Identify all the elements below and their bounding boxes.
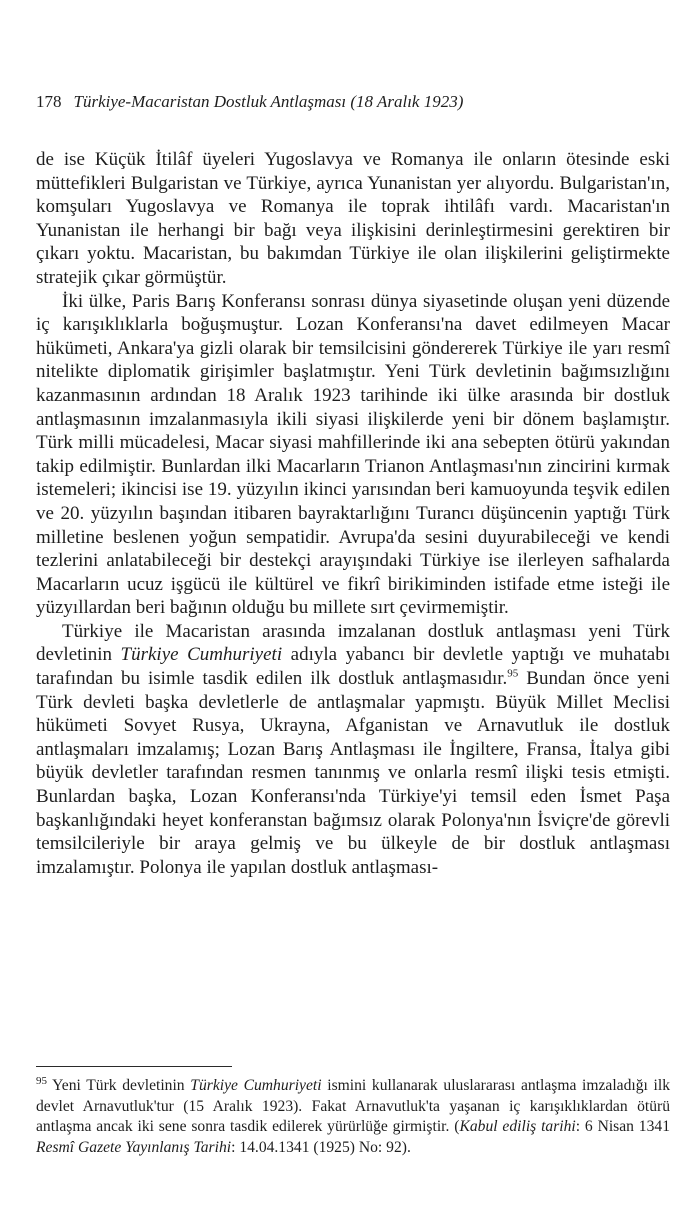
running-header [36,92,463,112]
footnote-reference: 95 [507,667,519,680]
footnote-text: : 6 Nisan 1341 [575,1118,670,1136]
footnote-italic: Resmî Gazete Yayınlanış Tarihi [36,1138,232,1156]
running-title: Türkiye-Macaristan Dostluk Antlaşması (18 Aralık 1923) [73,92,464,111]
paragraph-3-text: Türkiye ile Macaristan arasında imzalanan dostluk antlaşması yeni Türk devletinin [36,620,670,666]
footnote [36,1076,670,1158]
paragraph-3-text: adıyla yabancı bir devletle yaptığı ve muhatabı tarafından bu isimle tasdik edilen ilk dostluk antlaşmasıdır. [36,644,671,690]
italic-term: Türkiye Cumhuriyeti [120,644,283,666]
footnote-divider [36,1066,232,1067]
footnote-italic: Kabul ediliş tarihi [459,1118,576,1136]
footnote-text: ismini kullanarak uluslararası antlaşma imzaladığı ilk devlet Arnavutluk'tur (15 Aralık 1923). Fakat Arnavutluk'ta yaşanan iç karışıklıklardan ötürü antlaşma ancak iki sene sonra tasdik edilerek yürürlüğe girmiştir. ( [36,1077,671,1136]
paragraph-3-text: Bundan önce yeni Türk devleti başka devletlerle de antlaşmalar yapmıştı. Büyük Millet Meclisi hükümeti Sovyet Rusya, Ukrayna, Afganistan ve Arnavutluk ile dostluk antlaşmaları imzalamış; Lozan Barış Antlaşması ile İngiltere, Fransa, İtalya gibi büyük devletler tarafından resmen tanınmış ve onlarla resmî ilişki tesis etmişti. Bunlardan başka, Lozan Konferansı'nda Türkiye'yi temsil eden İsmet Paşa başkanlığındaki heyet konferanstan bağımsız olarak Polonya'nın İsviçre'de görevli temsilcileriyle bir araya gelmiş ve bu ülkeyle de bir dostluk antlaşması imzalamıştır. Polonya ile yapılan dostluk antlaşması- [36,668,670,878]
footnote-text: : 14.04.1341 (1925) No: 92). [231,1138,411,1156]
paragraph-3 [36,620,670,880]
page-number: 178 [36,92,62,111]
footnote-text: Yeni Türk devletinin [47,1077,191,1094]
footnote-number: 95 [36,1074,47,1087]
paragraph-1: de ise Küçük İtilâf üyeleri Yugoslavya ve Romanya ile onların ötesinde eski müttefikleri Bulgaristan ve Türkiye, ayrıca Yunanistan yer alıyordu. Bulgaristan'ın, komşuları Yugoslavya ve Romanya ile toprak ihtilâfı vardı. Macaristan'ın Yunanistan ile herhangi bir bağı veya ilişkisini derinleştirmesini gerektiren bir çıkarı yoktu. Macaristan, bu bakımdan Türkiye ile olan ilişkilerini geliştirmekte stratejik çıkar görmüştür. [36,149,670,288]
footnote-italic: Türkiye Cumhuriyeti [190,1077,322,1094]
body-text [36,148,670,879]
paragraph-2: İki ülke, Paris Barış Konferansı sonrası dünya siyasetinde oluşan yeni düzende iç karışıklıklarla boğuşmuştur. Lozan Konferansı'na davet edilmeyen Macar hükümeti, Ankara'ya gizli olarak bir temsilcisini göndererek Türkiye ile yarı resmî nitelikte diplomatik girişimler başlatmıştır. Yeni Türk devletinin bağımsızlığını kazanmasının ardından 18 Aralık 1923 tarihinde iki ülke arasında bir dostluk antlaşmasının imzalanmasıyla ikili siyasi ilişkilerde yeni bir dönem başlamıştır. Türk milli mücadelesi, Macar siyasi mahfillerinde iki ana sebepten ötürü yakından takip edilmiştir. Bunlardan ilki Macarların Trianon Antlaşması'nın zincirini kırmak istemeleri; ikincisi ise 19. yüzyılın ikinci yarısından beri kamuoyunda teşvik edilen ve 20. yüzyılın başından itibaren bayraktarlığını Turancı düşüncenin yaptığı Türk milletine beslenen yoğun sempatidir. Avrupa'da sesini duyurabileceği ve kendi tezlerini anlatabileceği bir destekçi arayışındaki Türkiye ise ilerleyen safhalarda Macarların ucuz işgücü ile kültürel ve fikrî birikiminden istifade etme isteği ile yüzyıllardan beri bağının olduğu bu millete sırt çevirmemiştir. [36,290,670,619]
